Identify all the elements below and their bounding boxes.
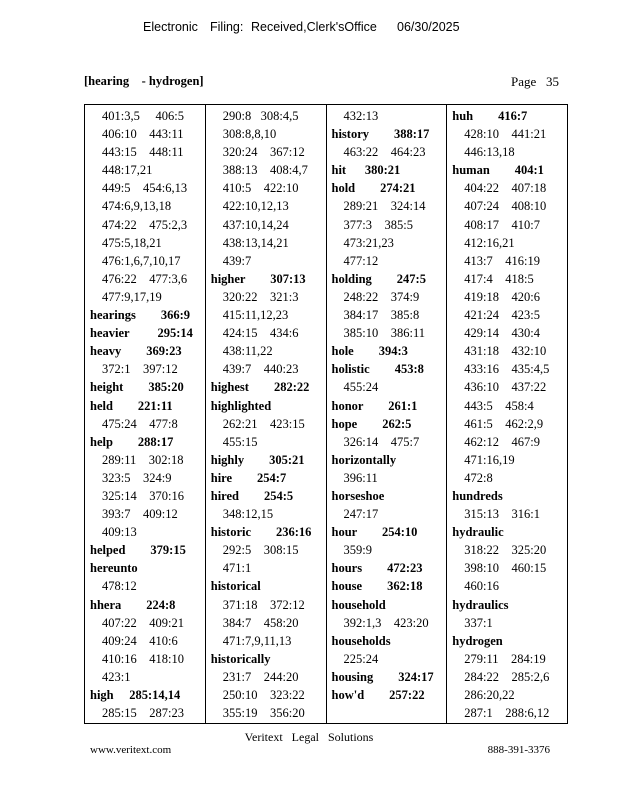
index-reference-line: 404:22 407:18 [464, 181, 547, 196]
index-term-entry: house 362:18 [331, 579, 423, 594]
index-reference-line: 473:21,23 [343, 235, 394, 250]
index-reference-line: 475:24 477:8 [102, 416, 178, 431]
index-reference-line: 419:18 420:6 [464, 289, 540, 304]
footer-company: Veritext Legal Solutions [244, 730, 374, 744]
index-reference-line: 471:16,19 [464, 452, 515, 467]
index-term-entry: higher 307:13 [210, 271, 306, 286]
index-reference-line: 478:12 [102, 579, 137, 594]
index-reference-line: 409:13 [102, 525, 137, 540]
index-table [84, 104, 568, 724]
index-reference-line: 401:3,5 406:5 [102, 109, 184, 123]
footer-phone: 888-391-3376 [487, 744, 550, 756]
index-term-entry: holistic 453:8 [331, 362, 424, 377]
index-reference-line: 472:8 [464, 470, 493, 485]
index-reference-line: 455:15 [222, 434, 258, 449]
index-reference-line: 292:5 308:15 [222, 543, 299, 558]
index-reference-line: 475:5,18,21 [102, 235, 162, 250]
index-reference-line: 471:7,9,11,13 [222, 633, 292, 648]
index-reference-line: 428:10 441:21 [464, 127, 547, 142]
index-reference-line: 396:11 [343, 470, 378, 485]
index-reference-line: 320:22 321:3 [222, 289, 299, 304]
index-term-entry: households [331, 633, 391, 648]
page-number: Page 35 [510, 74, 559, 89]
index-reference-line: 320:24 367:12 [222, 145, 305, 160]
index-reference-line: 279:11 284:19 [464, 651, 546, 666]
index-reference-line: 348:12,15 [222, 507, 274, 522]
index-term-entry: historical [210, 579, 261, 594]
index-term-entry: hole 394:3 [331, 344, 408, 359]
index-reference-line: 474:6,9,13,18 [102, 199, 172, 214]
index-reference-line: 409:24 410:6 [102, 633, 178, 648]
index-reference-line: 392:1,3 423:20 [343, 615, 429, 630]
index-reference-line: 384:17 385:8 [343, 308, 420, 323]
index-term-entry: heavier 295:14 [90, 326, 193, 341]
index-reference-line: 250:10 323:22 [222, 688, 305, 702]
index-reference-line: 315:13 316:1 [464, 507, 540, 522]
index-reference-line: 385:10 386:11 [343, 326, 425, 341]
filing-header [0, 20, 618, 38]
index-term-entry: household [331, 597, 386, 612]
index-column-3 [327, 105, 448, 723]
index-reference-line: 438:11,22 [222, 344, 273, 359]
index-term-entry: hired 254:5 [210, 488, 294, 503]
index-reference-line: 476:1,6,7,10,17 [102, 253, 181, 268]
index-term-entry: hereunto [90, 561, 138, 576]
index-reference-line: 407:22 409:21 [102, 615, 184, 630]
index-reference-line: 449:5 454:6,13 [102, 181, 188, 196]
index-reference-line: 439:7 440:23 [222, 362, 299, 377]
index-term-entry: hydraulics [452, 597, 509, 612]
index-reference-line: 408:17 410:7 [464, 217, 540, 232]
index-reference-line: 318:22 325:20 [464, 543, 547, 558]
index-reference-line: 247:17 [343, 507, 379, 522]
footer-website: www.veritext.com [90, 744, 172, 756]
index-range: [hearing - hydrogen] [84, 74, 204, 88]
index-reference-line: 410:16 418:10 [102, 651, 184, 666]
index-reference-line: 471:1 [222, 561, 252, 576]
index-term-entry: hydrogen [452, 633, 503, 648]
index-reference-line: 455:24 [343, 380, 379, 395]
index-term-entry: highlighted [210, 398, 272, 413]
index-reference-line: 417:4 418:5 [464, 271, 534, 286]
index-reference-line: 248:22 374:9 [343, 289, 420, 304]
index-term-entry: human 404:1 [452, 163, 544, 178]
index-reference-line: 225:24 [343, 651, 379, 666]
index-reference-line: 437:10,14,24 [222, 217, 289, 232]
index-term-entry: history 388:17 [331, 127, 430, 142]
index-term-entry: help 288:17 [90, 434, 174, 449]
index-reference-line: 443:5 458:4 [464, 398, 534, 413]
index-term-entry: hydraulic [452, 525, 504, 540]
index-reference-line: 443:15 448:11 [102, 145, 184, 160]
index-reference-line: 446:13,18 [464, 145, 515, 160]
index-reference-line: 460:16 [464, 579, 499, 594]
index-reference-line: 326:14 475:7 [343, 434, 420, 449]
index-term-entry: huh 416:7 [452, 109, 528, 123]
index-reference-line: 415:11,12,23 [222, 308, 289, 323]
index-term-entry: historically [210, 651, 271, 666]
index-reference-line: 308:8,8,10 [222, 127, 277, 142]
index-reference-line: 290:8 308:4,5 [222, 109, 299, 123]
index-reference-line: 231:7 244:20 [222, 669, 299, 684]
index-column-1 [85, 105, 206, 723]
index-reference-line: 407:24 408:10 [464, 199, 547, 214]
index-reference-line: 422:10,12,13 [222, 199, 289, 214]
index-reference-line: 406:10 443:11 [102, 127, 184, 142]
header-electronic: Electronic [143, 20, 198, 34]
index-term-entry: hold 274:21 [331, 181, 416, 196]
index-reference-line: 463:22 464:23 [343, 145, 426, 160]
index-reference-line: 325:14 370:16 [102, 488, 184, 503]
index-reference-line: 448:17,21 [102, 163, 153, 178]
index-reference-line: 359:9 [343, 543, 372, 558]
index-term-entry: hundreds [452, 488, 503, 503]
index-reference-line: 423:1 [102, 669, 131, 684]
index-column-4 [447, 105, 567, 723]
index-reference-line: 262:21 423:15 [222, 416, 305, 431]
index-reference-line: 438:13,14,21 [222, 235, 289, 250]
index-reference-line: 398:10 460:15 [464, 561, 547, 576]
index-reference-line: 429:14 430:4 [464, 326, 540, 341]
index-term-entry: housing 324:17 [331, 669, 434, 684]
index-term-entry: honor 261:1 [331, 398, 418, 413]
index-reference-line: 371:18 372:12 [222, 597, 305, 612]
index-term-entry: how'd 257:22 [331, 688, 425, 702]
index-reference-line: 393:7 409:12 [102, 507, 178, 522]
index-term-entry: hhera 224:8 [90, 597, 176, 612]
index-term-entry: held 221:11 [90, 398, 173, 413]
index-reference-line: 286:20,22 [464, 688, 515, 702]
index-reference-line: 436:10 437:22 [464, 380, 547, 395]
index-term-entry: hire 254:7 [210, 470, 287, 485]
index-reference-line: 476:22 477:3,6 [102, 271, 188, 286]
index-reference-line: 372:1 397:12 [102, 362, 178, 377]
index-term-entry: holding 247:5 [331, 271, 426, 286]
index-reference-line: 424:15 434:6 [222, 326, 299, 341]
index-reference-line: 432:13 [343, 109, 379, 123]
index-term-entry: hours 472:23 [331, 561, 423, 576]
index-reference-line: 421:24 423:5 [464, 308, 540, 323]
index-reference-line: 431:18 432:10 [464, 344, 547, 359]
index-reference-line: 355:19 356:20 [222, 706, 305, 721]
index-reference-line: 461:5 462:2,9 [464, 416, 544, 431]
index-term-entry: highly 305:21 [210, 452, 305, 467]
index-reference-line: 377:3 385:5 [343, 217, 413, 232]
index-reference-line: 384:7 458:20 [222, 615, 299, 630]
index-reference-line: 439:7 [222, 253, 252, 268]
index-reference-line: 412:16,21 [464, 235, 515, 250]
index-reference-line: 388:13 408:4,7 [222, 163, 308, 178]
header-filing: Filing: [210, 20, 244, 34]
index-reference-line: 289:11 302:18 [102, 452, 184, 467]
index-term-entry: highest 282:22 [210, 380, 310, 395]
index-term-entry: horseshoe [331, 488, 385, 503]
index-term-entry: hit 380:21 [331, 163, 401, 178]
index-reference-line: 477:9,17,19 [102, 289, 162, 304]
index-term-entry: high 285:14,14 [90, 688, 181, 702]
index-reference-line: 477:12 [343, 253, 379, 268]
index-term-entry: helped 379:15 [90, 543, 186, 558]
index-reference-line: 474:22 475:2,3 [102, 217, 188, 232]
header-received: Received,Clerk'sOffice [251, 20, 377, 34]
header-date: 06/30/2025 [397, 20, 460, 34]
index-reference-line: 462:12 467:9 [464, 434, 540, 449]
index-column-2 [206, 105, 327, 723]
index-term-entry: hope 262:5 [331, 416, 412, 431]
index-reference-line: 413:7 416:19 [464, 253, 540, 268]
index-reference-line: 410:5 422:10 [222, 181, 299, 196]
index-reference-line: 433:16 435:4,5 [464, 362, 550, 377]
index-term-entry: height 385:20 [90, 380, 184, 395]
index-reference-line: 323:5 324:9 [102, 470, 172, 485]
index-reference-line: 289:21 324:14 [343, 199, 426, 214]
index-reference-line: 337:1 [464, 615, 493, 630]
index-term-entry: horizontally [331, 452, 397, 467]
index-reference-line: 287:1 288:6,12 [464, 706, 550, 721]
index-term-entry: heavy 369:23 [90, 344, 182, 359]
index-term-entry: hearings 366:9 [90, 308, 190, 323]
index-reference-line: 284:22 285:2,6 [464, 669, 550, 684]
index-term-entry: hour 254:10 [331, 525, 418, 540]
index-reference-line: 285:15 287:23 [102, 706, 184, 721]
index-term-entry: historic 236:16 [210, 525, 312, 540]
